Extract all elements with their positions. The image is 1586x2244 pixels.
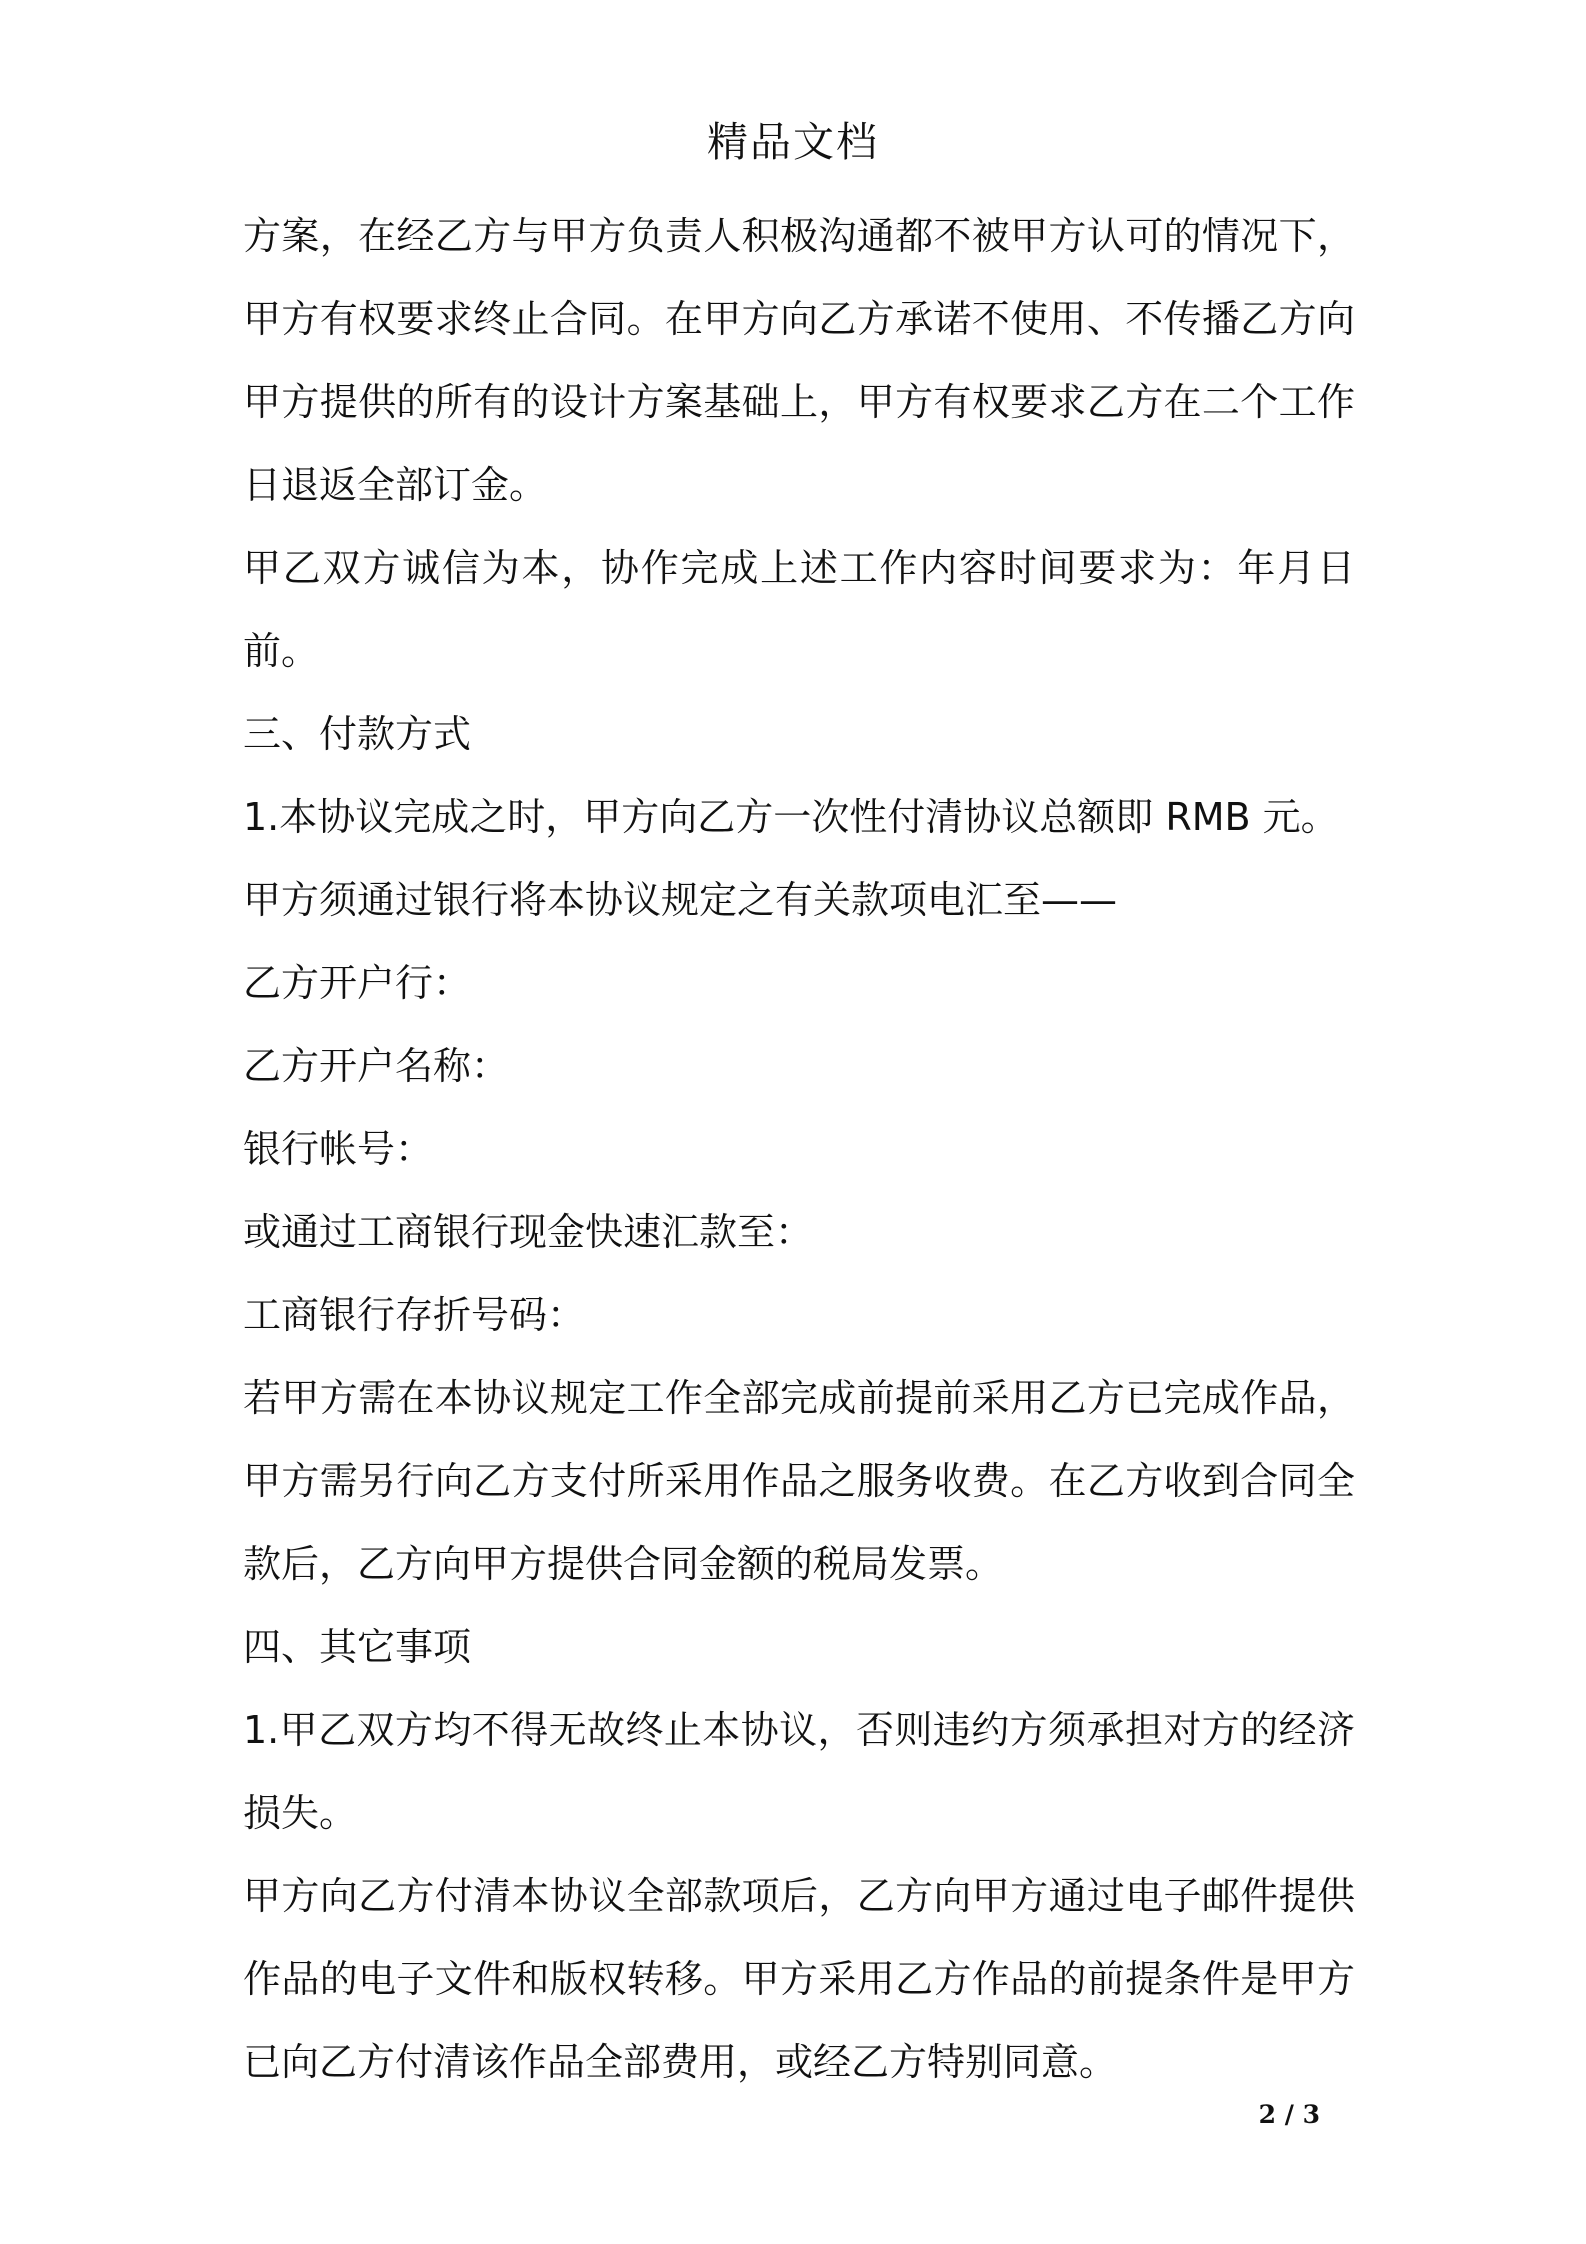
section-heading-other-matters: 四、其它事项 <box>243 1625 472 1669</box>
paragraph-icbc-remittance: 或通过工商银行现金快速汇款至： <box>243 1210 814 1254</box>
page-number: 2 / 3 <box>1258 2100 1320 2129</box>
field-account-number: 银行帐号： <box>243 1127 434 1171</box>
field-bank-branch: 乙方开户行： <box>243 961 472 1005</box>
field-account-name: 乙方开户名称： <box>243 1044 510 1088</box>
section-heading-payment: 三、付款方式 <box>243 712 472 756</box>
document-body <box>243 195 1355 2104</box>
paragraph-bank-transfer: 甲方须通过银行将本协议规定之有关款项电汇至—— <box>243 878 1118 922</box>
field-passbook-number: 工商银行存折号码： <box>243 1293 586 1337</box>
paragraph-no-termination: 1.甲乙双方均不得无故终止本协议，否则违约方须承担对方的经济损失。 <box>243 1708 1355 1835</box>
page-header-title: 精品文档 <box>707 118 879 166</box>
paragraph-payment-total: 1.本协议完成之时，甲方向乙方一次性付清协议总额即 RMB 元。 <box>243 795 1339 839</box>
paragraph-design-termination: 方案，在经乙方与甲方负责人积极沟通都不被甲方认可的情况下，甲方有权要求终止合同。在甲方向乙方承诺不使用、不传播乙方向甲方提供的所有的设计方案基础上，甲方有权要求乙方在二个工作日退返全部订金。 <box>243 214 1355 507</box>
paragraph-completion-deadline: 甲乙双方诚信为本，协作完成上述工作内容时间要求为：年月日前。 <box>243 546 1355 673</box>
paragraph-copyright-transfer: 甲方向乙方付清本协议全部款项后，乙方向甲方通过电子邮件提供作品的电子文件和版权转移。甲方采用乙方作品的前提条件是甲方已向乙方付清该作品全部费用，或经乙方特别同意。 <box>243 1874 1355 2084</box>
paragraph-early-use-fee: 若甲方需在本协议规定工作全部完成前提前采用乙方已完成作品，甲方需另行向乙方支付所采用作品之服务收费。在乙方收到合同全款后，乙方向甲方提供合同金额的税局发票。 <box>243 1376 1355 1586</box>
